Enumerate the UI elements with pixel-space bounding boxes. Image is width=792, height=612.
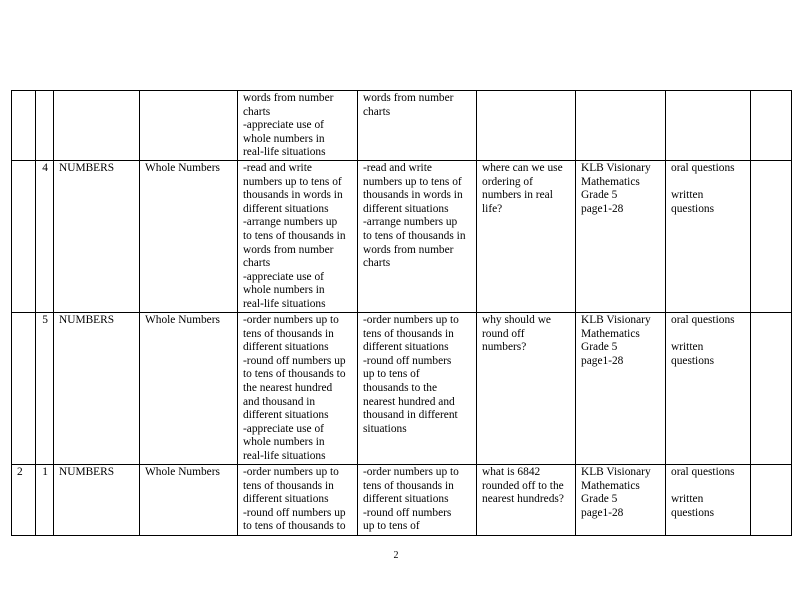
cell-text-line: to tens of thousands to [243,368,346,381]
cell-text-line: real-life situations [243,449,326,462]
cell-text-line: thousand in different [363,409,458,422]
cell-text-line: questions [671,354,715,367]
sub-strand-cell: Whole Numbers [140,312,238,464]
cell-text-line: different situations [243,409,329,422]
cell-text-line: page1-28 [581,354,624,367]
strand-cell: NUMBERS [54,464,140,535]
learning-activities-cell [358,464,477,535]
table-body [12,91,792,536]
strand-cell [54,91,140,161]
cell-text-line: -appreciate use of [243,119,324,132]
cell-text-line: page1-28 [581,202,624,215]
lesson-cell: 1 [36,464,54,535]
cell-text-line: oral questions [671,465,735,478]
inquiry-question-cell [477,160,576,312]
sub-strand-cell [140,91,238,161]
learning-outcomes-cell [238,91,358,161]
cell-text-line: nearest hundred and [363,395,455,408]
table-row [12,91,792,161]
cell-text-line: ordering of [482,175,533,188]
cell-text-line: where can we use [482,161,563,174]
reflection-cell [751,91,792,161]
cell-text-line: different situations [363,493,449,506]
cell-text-line [671,176,745,190]
cell-text-line: thousands in words in [243,189,343,202]
cell-text-line: -appreciate use of [243,270,324,283]
cell-text-line: why should we [482,313,551,326]
cell-text-line: words from number [243,92,334,104]
cell-text-line: Mathematics [581,479,640,492]
inquiry-question-cell [477,312,576,464]
cell-text-line: words from number [363,92,454,104]
cell-text-line: -arrange numbers up [243,216,338,229]
cell-text-line: charts [363,105,391,118]
lesson-cell: 5 [36,312,54,464]
cell-text-line: Grade 5 [581,341,618,354]
learning-resources-cell [576,312,666,464]
cell-text-line: written [671,341,704,354]
cell-text-line: words from number [363,243,454,256]
cell-text-line: Mathematics [581,327,640,340]
cell-text-line: -round off numbers up [243,506,346,519]
cell-text-line: to tens of thousands in [243,229,346,242]
assessment-cell [666,160,751,312]
cell-text-line: tens of thousands in [363,327,454,340]
cell-text-line: words from number [243,243,334,256]
cell-text-line: whole numbers in [243,132,325,145]
cell-text-line: round off [482,327,525,340]
assessment-cell [666,464,751,535]
reflection-cell [751,464,792,535]
cell-text-line: life? [482,202,503,215]
cell-text-line: charts [243,257,271,270]
cell-text-line: written [671,189,704,202]
week-cell [12,312,36,464]
assessment-cell [666,91,751,161]
cell-text-line: -order numbers up to [363,313,459,326]
cell-text-line [671,480,745,494]
cell-text-line: to tens of thousands in [363,229,466,242]
cell-text-line: up to tens of [363,520,420,533]
cell-text-line: the nearest hundred [243,381,333,394]
reflection-cell [751,312,792,464]
cell-text-line: -order numbers up to [363,465,459,478]
cell-text-line: thousands in words in [363,189,463,202]
cell-text-line: tens of thousands in [363,479,454,492]
cell-text-line [671,328,745,342]
cell-text-line: questions [671,506,715,519]
cell-text-line: rounded off to the [482,479,564,492]
cell-text-line: and thousand in [243,395,316,408]
cell-text-line: Grade 5 [581,493,618,506]
cell-text-line: page1-28 [581,506,624,519]
cell-text-line: different situations [243,202,329,215]
cell-text-line: tens of thousands in [243,479,334,492]
cell-text-line: Grade 5 [581,189,618,202]
week-cell: 2 [12,464,36,535]
learning-activities-cell [358,91,477,161]
learning-activities-cell [358,160,477,312]
cell-text-line: KLB Visionary [581,465,651,478]
cell-text-line: -read and write [243,161,312,174]
cell-text-line: real-life situations [243,297,326,310]
cell-text-line: Mathematics [581,175,640,188]
learning-outcomes-cell [238,464,358,535]
cell-text-line: -round off numbers up [243,354,346,367]
cell-text-line: up to tens of [363,368,420,381]
sub-strand-cell: Whole Numbers [140,464,238,535]
cell-text-line: numbers? [482,341,527,354]
week-cell [12,160,36,312]
learning-outcomes-cell [238,312,358,464]
cell-text-line: whole numbers in [243,284,325,297]
page-number: 2 [393,550,399,561]
lesson-cell: 4 [36,160,54,312]
cell-text-line: real-life situations [243,146,326,159]
cell-text-line: -appreciate use of [243,422,324,435]
reflection-cell [751,160,792,312]
cell-text-line: -order numbers up to [243,465,339,478]
cell-text-line: -round off numbers [363,354,452,367]
strand-cell: NUMBERS [54,312,140,464]
cell-text-line: different situations [243,493,329,506]
lesson-cell [36,91,54,161]
cell-text-line: thousands to the [363,381,438,394]
learning-outcomes-cell [238,160,358,312]
cell-text-line: different situations [363,341,449,354]
cell-text-line: situations [363,422,407,435]
cell-text-line: -read and write [363,161,432,174]
cell-text-line: to tens of thousands to [243,520,346,533]
sub-strand-cell: Whole Numbers [140,160,238,312]
table-row [12,160,792,312]
cell-text-line: written [671,493,704,506]
cell-text-line: different situations [243,341,329,354]
cell-text-line: questions [671,202,715,215]
learning-resources-cell [576,91,666,161]
cell-text-line: nearest hundreds? [482,493,564,506]
cell-text-line: KLB Visionary [581,161,651,174]
week-cell [12,91,36,161]
cell-text-line: numbers up to tens of [363,175,462,188]
learning-resources-cell [576,464,666,535]
cell-text-line: what is 6842 [482,465,541,478]
strand-cell: NUMBERS [54,160,140,312]
inquiry-question-cell [477,91,576,161]
cell-text-line: oral questions [671,313,735,326]
cell-text-line: -arrange numbers up [363,216,458,229]
cell-text-line: -round off numbers [363,506,452,519]
cell-text-line: charts [243,105,271,118]
cell-text-line: KLB Visionary [581,313,651,326]
cell-text-line: numbers up to tens of [243,175,342,188]
learning-resources-cell [576,160,666,312]
learning-activities-cell [358,312,477,464]
table-row [12,464,792,535]
cell-text-line: tens of thousands in [243,327,334,340]
assessment-cell [666,312,751,464]
scheme-of-work-table [11,90,792,536]
cell-text-line: different situations [363,202,449,215]
cell-text-line: -order numbers up to [243,313,339,326]
cell-text-line: whole numbers in [243,436,325,449]
inquiry-question-cell [477,464,576,535]
cell-text-line: numbers in real [482,189,553,202]
cell-text-line: oral questions [671,161,735,174]
table-row [12,312,792,464]
cell-text-line: charts [363,257,391,270]
